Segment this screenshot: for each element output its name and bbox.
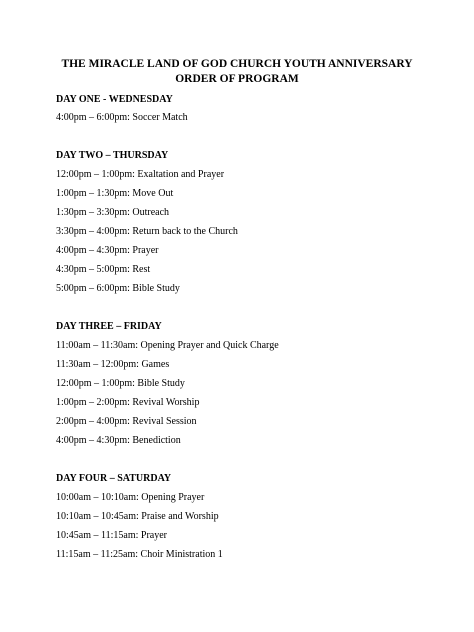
schedule-item: 3:30pm – 4:00pm: Return back to the Church bbox=[56, 226, 238, 237]
day-heading: DAY ONE - WEDNESDAY bbox=[56, 94, 173, 105]
schedule-item: 12:00pm – 1:00pm: Exaltation and Prayer bbox=[56, 169, 225, 180]
schedule-item: 4:00pm – 6:00pm: Soccer Match bbox=[56, 112, 188, 123]
schedule-item: 10:45am – 11:15am: Prayer bbox=[56, 530, 167, 541]
schedule-item: 1:00pm – 2:00pm: Revival Worship bbox=[56, 397, 200, 408]
schedule-item: 11:00am – 11:30am: Opening Prayer and Quick Charge bbox=[56, 340, 279, 351]
schedule-item: 10:10am – 10:45am: Praise and Worship bbox=[56, 511, 219, 522]
document-subtitle: ORDER OF PROGRAM bbox=[175, 73, 299, 85]
day-heading: DAY THREE – FRIDAY bbox=[56, 321, 162, 332]
schedule-item: 10:00am – 10:10am: Opening Prayer bbox=[56, 492, 205, 503]
schedule-item: 4:00pm – 4:30pm: Benediction bbox=[56, 435, 181, 446]
schedule-item: 4:00pm – 4:30pm: Prayer bbox=[56, 245, 159, 256]
schedule-item: 11:30am – 12:00pm: Games bbox=[56, 359, 170, 370]
schedule-item: 1:30pm – 3:30pm: Outreach bbox=[56, 207, 170, 218]
document-title: THE MIRACLE LAND OF GOD CHURCH YOUTH ANNIVERSARY bbox=[61, 58, 413, 70]
day-heading: DAY TWO – THURSDAY bbox=[56, 150, 169, 161]
schedule-item: 2:00pm – 4:00pm: Revival Session bbox=[56, 416, 197, 427]
schedule-item: 12:00pm – 1:00pm: Bible Study bbox=[56, 378, 185, 389]
schedule-item: 4:30pm – 5:00pm: Rest bbox=[56, 264, 151, 275]
schedule-item: 11:15am – 11:25am: Choir Ministration 1 bbox=[56, 549, 223, 560]
schedule-item: 1:00pm – 1:30pm: Move Out bbox=[56, 188, 174, 199]
schedule-item: 5:00pm – 6:00pm: Bible Study bbox=[56, 283, 180, 294]
day-heading: DAY FOUR – SATURDAY bbox=[56, 473, 172, 484]
